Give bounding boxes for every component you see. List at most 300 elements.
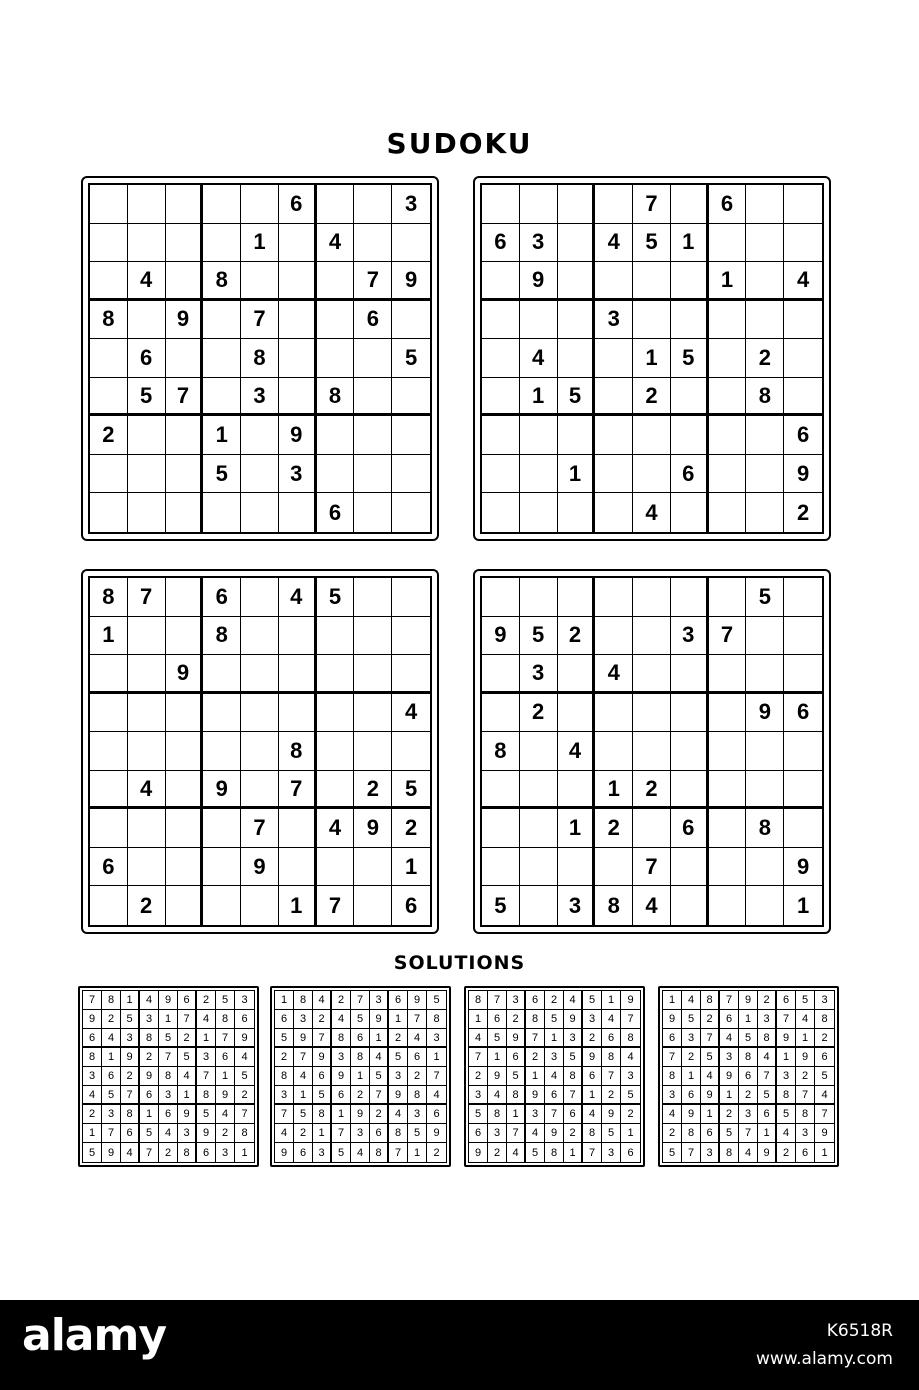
puzzle-cell [784,617,822,656]
puzzle-cell: 8 [746,378,784,417]
solution-cell: 9 [294,1029,313,1048]
solution-cell: 9 [275,1143,294,1162]
puzzle-cell: 2 [633,378,671,417]
solution-cell: 4 [564,991,583,1010]
puzzle-cell [709,416,747,455]
puzzle-cell [241,886,279,925]
solution-cell: 3 [102,1105,121,1124]
solution-cell: 5 [332,1143,351,1162]
solution-cell: 5 [294,1105,313,1124]
solution-cell: 5 [178,1048,197,1067]
solution-cell: 4 [178,1067,197,1086]
solution-cell: 4 [140,991,159,1010]
puzzle-cell [558,655,596,694]
solution-cell: 7 [427,1067,446,1086]
solution-cell: 8 [235,1124,254,1143]
solution-cell: 4 [313,991,332,1010]
solution-cell: 9 [332,1067,351,1086]
puzzle-cell [595,455,633,494]
puzzle-cell [90,185,128,224]
solution-cell: 5 [102,1086,121,1105]
puzzle-cell [558,416,596,455]
puzzle-cell [558,578,596,617]
solution-cell: 6 [102,1067,121,1086]
solution-cell: 9 [720,1067,739,1086]
puzzle-cell [354,578,392,617]
puzzle-cell [595,416,633,455]
puzzle-cell [241,416,279,455]
solution-cell: 1 [488,1048,507,1067]
puzzle-cell: 9 [241,848,279,887]
puzzle-cell [166,732,204,771]
puzzle-cell: 6 [671,455,709,494]
puzzle-cell [128,493,166,532]
puzzle-cell [279,694,317,733]
solution-cell: 4 [197,1010,216,1029]
puzzle-cell: 6 [90,848,128,887]
solution-cell: 3 [140,1010,159,1029]
puzzle-cell: 6 [203,578,241,617]
puzzle-cell: 9 [520,262,558,301]
puzzle-cell: 6 [317,493,355,532]
puzzle-cell: 3 [595,301,633,340]
puzzle-cell [558,771,596,810]
puzzle-cell [279,809,317,848]
puzzle-cell: 1 [558,809,596,848]
solution-cell: 6 [275,1010,294,1029]
solution-cell: 1 [545,1029,564,1048]
solution-cell: 8 [427,1010,446,1029]
puzzle-cell [746,301,784,340]
puzzle-cell [279,224,317,263]
puzzle-cell [166,809,204,848]
solution-cell: 3 [469,1086,488,1105]
puzzle-cell: 6 [671,809,709,848]
puzzle-cell [709,809,747,848]
puzzle-cell [90,262,128,301]
solution-cell: 3 [796,1124,815,1143]
solution-cell: 1 [583,1086,602,1105]
solution-cell: 6 [720,1010,739,1029]
solution-cell: 2 [701,1010,720,1029]
solution-cell: 7 [370,1086,389,1105]
solution-cell: 8 [507,1086,526,1105]
puzzle-cell: 8 [595,886,633,925]
solution-cell: 8 [545,1143,564,1162]
puzzle-cell: 1 [203,416,241,455]
puzzle-cell [317,694,355,733]
solution-cell: 8 [102,991,121,1010]
solution-cell: 1 [83,1124,102,1143]
solution-cell: 3 [294,1010,313,1029]
solution-cell: 8 [758,1029,777,1048]
puzzle-cell [746,732,784,771]
solution-cell: 7 [663,1048,682,1067]
alamy-logo: alamy [22,1310,166,1361]
solution-cell: 3 [583,1010,602,1029]
solution-cell: 4 [758,1048,777,1067]
puzzle-cell [166,771,204,810]
puzzle-cell: 8 [482,732,520,771]
site-url: www.alamy.com [755,1349,893,1369]
puzzle-3 [81,569,439,934]
puzzle-cell: 5 [520,617,558,656]
puzzle-cell [241,185,279,224]
solution-cell: 5 [313,1086,332,1105]
solution-cell: 1 [564,1143,583,1162]
solution-cell: 6 [294,1143,313,1162]
puzzle-cell [709,655,747,694]
solution-1-grid [82,990,255,1163]
puzzle-cell: 1 [595,771,633,810]
solution-cell: 2 [621,1105,640,1124]
solution-cell: 7 [216,1029,235,1048]
puzzle-cell [595,617,633,656]
puzzle-cell [241,655,279,694]
solution-cell: 5 [701,1048,720,1067]
solution-cell: 3 [275,1086,294,1105]
puzzle-cell [633,262,671,301]
solution-cell: 3 [351,1124,370,1143]
puzzle-cell: 3 [558,886,596,925]
puzzle-cell: 2 [392,809,430,848]
puzzle-cell [633,455,671,494]
solution-cell: 6 [488,1010,507,1029]
solution-cell: 1 [758,1124,777,1143]
puzzle-cell [354,694,392,733]
image-id: K6518R [826,1321,893,1341]
puzzle-cell: 1 [633,339,671,378]
puzzle-cell [392,617,430,656]
puzzle-cell: 8 [90,301,128,340]
solution-cell: 7 [796,1086,815,1105]
solution-cell: 3 [235,991,254,1010]
solution-cell: 9 [83,1010,102,1029]
puzzle-cell [784,301,822,340]
puzzle-cell [392,493,430,532]
puzzle-cell [671,493,709,532]
puzzle-cell [784,224,822,263]
puzzle-cell [128,416,166,455]
solution-cell: 6 [408,1048,427,1067]
puzzle-cell: 7 [166,378,204,417]
puzzle-cell: 5 [128,378,166,417]
puzzle-cell: 7 [241,301,279,340]
puzzle-cell [746,617,784,656]
solution-cell: 7 [275,1105,294,1124]
solution-cell: 8 [313,1105,332,1124]
puzzle-cell [203,339,241,378]
solution-cell: 7 [408,1010,427,1029]
puzzle-cell: 4 [128,262,166,301]
puzzle-cell: 4 [784,262,822,301]
solution-cell: 9 [663,1010,682,1029]
puzzle-cell [671,378,709,417]
puzzle-cell: 6 [354,301,392,340]
puzzle-cell [482,339,520,378]
solution-cell: 5 [140,1124,159,1143]
puzzle-cell [746,455,784,494]
puzzle-cell [166,224,204,263]
puzzle-cell [392,455,430,494]
puzzle-cell: 1 [241,224,279,263]
solution-cell: 9 [216,1086,235,1105]
solution-cell: 4 [351,1143,370,1162]
solution-cell: 4 [701,1067,720,1086]
solution-cell: 3 [739,1105,758,1124]
puzzle-cell [128,655,166,694]
puzzle-cell [482,262,520,301]
solution-cell: 6 [83,1029,102,1048]
solution-cell: 4 [370,1048,389,1067]
puzzle-cell [203,848,241,887]
solution-cell: 8 [488,1105,507,1124]
puzzle-cell [354,378,392,417]
puzzle-cell [709,771,747,810]
solution-cell: 5 [427,991,446,1010]
puzzle-cell [520,771,558,810]
puzzle-cell [354,848,392,887]
puzzle-cell [166,886,204,925]
puzzle-cell: 7 [709,617,747,656]
solution-cell: 7 [720,991,739,1010]
puzzle-cell [482,771,520,810]
solution-cell: 6 [178,991,197,1010]
solution-cell: 1 [102,1048,121,1067]
solution-cell: 8 [332,1029,351,1048]
solution-cell: 2 [815,1029,834,1048]
solution-cell: 7 [197,1067,216,1086]
puzzle-cell [128,809,166,848]
puzzle-cell [90,694,128,733]
solution-cell: 9 [739,991,758,1010]
puzzle-cell: 5 [558,378,596,417]
solution-cell: 8 [159,1067,178,1086]
solution-cell: 5 [275,1029,294,1048]
solution-cell: 4 [796,1010,815,1029]
solution-cell: 4 [216,1105,235,1124]
solution-3-grid [468,990,641,1163]
solution-2-grid [274,990,447,1163]
puzzle-cell [595,578,633,617]
puzzle-cell [317,655,355,694]
solution-cell: 5 [663,1143,682,1162]
puzzle-cell [746,224,784,263]
solution-cell: 1 [351,1067,370,1086]
puzzle-cell: 1 [558,455,596,494]
puzzle-cell: 2 [796,499,810,525]
solution-cell: 1 [701,1105,720,1124]
solution-cell: 3 [815,991,834,1010]
solution-cell: 1 [427,1048,446,1067]
solution-cell: 7 [815,1105,834,1124]
solution-cell: 2 [739,1086,758,1105]
puzzle-cell [166,578,204,617]
solution-cell: 1 [621,1124,640,1143]
solution-cell: 1 [159,1010,178,1029]
puzzle-cell: 4 [317,224,355,263]
puzzle-cell [166,455,204,494]
puzzle-cell [558,185,596,224]
solution-cell: 9 [121,1048,140,1067]
solution-cell: 4 [102,1029,121,1048]
solution-cell: 5 [83,1143,102,1162]
solution-cell: 9 [469,1143,488,1162]
puzzle-cell: 5 [203,455,241,494]
solution-cell: 2 [313,1010,332,1029]
puzzle-cell: 2 [746,339,784,378]
puzzle-cell [392,578,430,617]
solution-cell: 6 [389,991,408,1010]
solution-cell: 3 [313,1143,332,1162]
solution-cell: 4 [488,1086,507,1105]
solution-cell: 3 [159,1086,178,1105]
puzzle-cell: 1 [279,886,317,925]
solution-cell: 6 [583,1067,602,1086]
puzzle-cell [203,886,241,925]
solution-cell: 9 [682,1105,701,1124]
solution-cell: 2 [83,1105,102,1124]
puzzle-cell [633,732,671,771]
puzzle-cell [392,224,430,263]
puzzle-cell [709,886,747,925]
puzzle-1 [81,176,439,541]
puzzle-cell: 7 [241,809,279,848]
solution-cell: 4 [275,1124,294,1143]
solution-cell: 1 [777,1048,796,1067]
puzzle-cell [558,694,596,733]
solution-cell: 2 [159,1143,178,1162]
puzzle-cell [317,732,355,771]
puzzle-cell [166,694,204,733]
solution-cell: 3 [564,1029,583,1048]
puzzle-cell [709,848,747,887]
solution-cell: 7 [469,1048,488,1067]
puzzle-cell: 1 [709,262,747,301]
puzzle-cell [279,617,317,656]
puzzle-cell [784,732,822,771]
solution-cell: 1 [796,1029,815,1048]
solution-cell: 9 [102,1143,121,1162]
puzzle-cell [633,655,671,694]
puzzle-cell: 2 [520,694,558,733]
solution-cell: 5 [621,1086,640,1105]
puzzle-cell: 6 [404,892,418,918]
solution-cell: 4 [294,1067,313,1086]
puzzle-cell [128,732,166,771]
solution-cell: 3 [197,1048,216,1067]
solution-cell: 7 [583,1143,602,1162]
solution-cell: 3 [408,1105,427,1124]
solution-cell: 8 [564,1067,583,1086]
puzzle-cell [595,493,633,532]
solution-cell: 5 [121,1010,140,1029]
puzzle-cell [482,493,520,532]
solution-cell: 5 [739,1029,758,1048]
puzzle-cell [595,848,633,887]
puzzle-cell [482,578,520,617]
puzzle-cell [784,655,822,694]
solution-cell: 6 [682,1086,701,1105]
solution-cell: 8 [621,1029,640,1048]
puzzle-cell: 4 [558,732,596,771]
puzzle-cell [709,378,747,417]
puzzle-cell [709,339,747,378]
solution-3 [464,986,645,1167]
puzzle-cell: 9 [392,262,430,301]
solution-cell: 3 [488,1124,507,1143]
puzzle-cell: 3 [520,224,558,263]
solution-cell: 1 [663,991,682,1010]
solution-cell: 1 [469,1010,488,1029]
puzzle-cell [482,455,520,494]
solution-cell: 7 [682,1143,701,1162]
puzzle-cell [482,809,520,848]
puzzle-cell [354,185,392,224]
puzzle-cell: 7 [354,262,392,301]
puzzle-cell [558,224,596,263]
solution-cell: 1 [197,1029,216,1048]
puzzle-cell [671,301,709,340]
puzzle-cell: 3 [671,617,709,656]
puzzle-cell [746,493,784,532]
solution-cell: 2 [564,1124,583,1143]
puzzle-cell [520,416,558,455]
puzzle-cell [633,809,671,848]
solution-cell: 6 [121,1124,140,1143]
puzzle-cell [671,578,709,617]
puzzle-cell [90,455,128,494]
solution-cell: 4 [583,1105,602,1124]
puzzle-cell [354,224,392,263]
solution-cell: 5 [758,1086,777,1105]
solution-cell: 2 [433,1146,440,1159]
puzzle-cell [520,578,558,617]
solution-cell: 8 [370,1143,389,1162]
solution-cell: 4 [159,1124,178,1143]
solution-cell: 5 [777,1105,796,1124]
solution-cell: 1 [294,1086,313,1105]
puzzle-cell [671,416,709,455]
puzzle-cell [595,185,633,224]
puzzle-cell [633,301,671,340]
solution-cell: 2 [758,991,777,1010]
puzzle-cell: 2 [128,886,166,925]
puzzle-cell: 3 [520,655,558,694]
puzzle-cell [241,455,279,494]
solution-cell: 1 [739,1010,758,1029]
puzzle-cell: 8 [203,262,241,301]
puzzle-cell [354,886,392,925]
solution-cell: 9 [564,1010,583,1029]
solution-cell: 6 [332,1086,351,1105]
puzzle-cell [128,617,166,656]
puzzle-cell: 5 [746,578,784,617]
solution-cell: 3 [777,1067,796,1086]
solution-cell: 5 [545,1010,564,1029]
puzzle-cell: 9 [166,301,204,340]
puzzle-cell [128,455,166,494]
solution-cell: 7 [564,1086,583,1105]
solution-cell: 3 [526,1105,545,1124]
solution-cell: 9 [796,1048,815,1067]
puzzle-cell [354,732,392,771]
solution-cell: 6 [370,1124,389,1143]
puzzle-cell [633,617,671,656]
solution-cell: 9 [758,1143,777,1162]
puzzle-cell [671,185,709,224]
solution-cell: 5 [815,1067,834,1086]
